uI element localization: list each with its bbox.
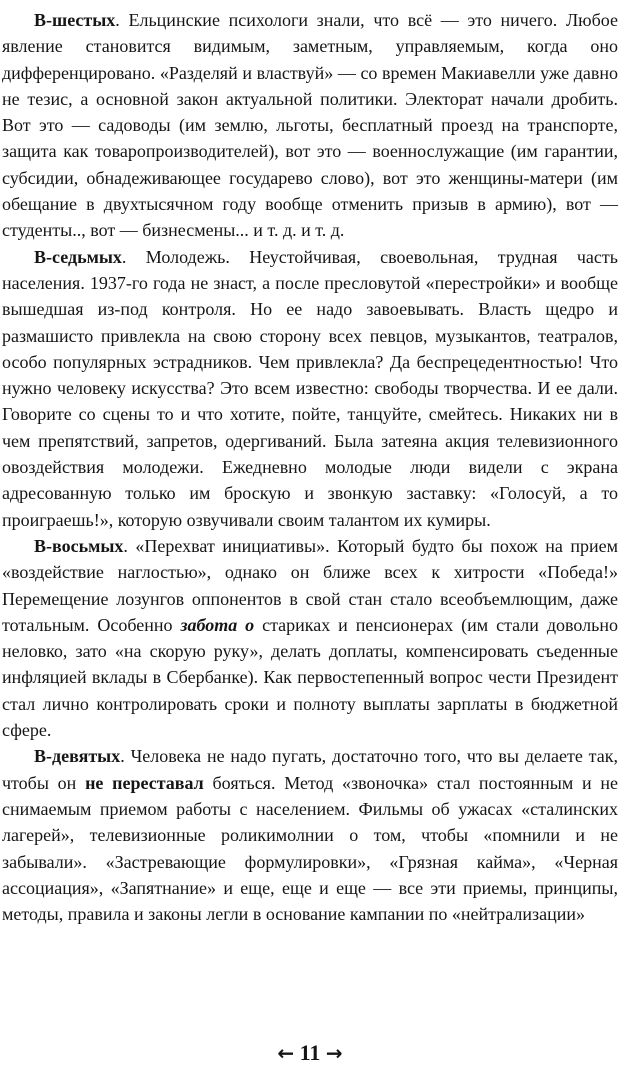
paragraph-lead: В-девятых: [34, 746, 121, 767]
paragraph-seventh: [2, 244, 618, 533]
paragraph-text: . Ельцинские психологи знали, что всё — это ничего. Любое явление становится видимым, заметным, управляемым, когда оно дифференцировано. «Разделяй и властвуй» — со времен Макиавелли уже давно не тезис, а основной закон актуальной политики. Электорат начали дробить. Вот это — садоводы (им землю, льготы, бесплатный проезд на транспорте, защита как товаропроизводителей), вот это — военнослужащие (им гарантии, субсидии, обнадеживающее государево слово), вот это женщины-матери (им обещание в двухтысячном году вообще отменить призыв в армию), вот — студенты.., вот — бизнесмены... и т. д. и т. д.: [2, 10, 618, 241]
arrow-left-icon: ←: [277, 1041, 295, 1065]
paragraph-emphasis: забота о: [180, 614, 255, 635]
paragraph-eighth: [2, 533, 618, 743]
paragraph-lead: В-шестых: [34, 10, 116, 30]
page-number: 11: [299, 1040, 321, 1065]
paragraph-text: . «Перехват инициативы». Который будто бы похож на прием «воздействие наглостью», однако он ближе всех к хитрости «Победа!» Перемещение лозунгов оппонентов в свой стан стало всеобъемлющим, даже тотальным. Особенно: [2, 535, 618, 635]
arrow-right-icon: →: [325, 1041, 343, 1065]
paragraph-sixth: [2, 7, 618, 244]
paragraph-ninth: [2, 743, 618, 927]
page-footer: [0, 1040, 620, 1066]
paragraph-lead: В-седьмых: [34, 246, 122, 267]
paragraph-text: стариках и пенсионерах (им стали довольно неловко, зато «на скорую руку», делать доплаты, компенсировать съеденные инфляцией вклады в Сбербанке). Как первостепенный вопрос чести Президент стал лично контролировать сроки и полноту выплаты зарплаты в бюджетной сфере.: [2, 614, 618, 741]
paragraph-text: . Молодежь. Неустойчивая, своевольная, трудная часть населения. 1937-го года не знаст, а после пресловутой «перестройки» и вообще вышедшая из-под контроля. Но ее надо завоевывать. Власть щедро и размашисто привлекла на свою сторону всех певцов, музыкантов, театралов, особо популярных эстрадников. Чем привлекла? Да беспрецедентностью! Что нужно человеку искусства? Это всем известно: свободы творчества. И ее дали. Говорите со сцены то и что хотите, пойте, танцуйте, смейтесь. Никаких ни в чем препятствий, запретов, одергиваний. Была затеяна акция телевизионного овоздействия молодежи. Ежедневно молодые люди видели с экрана адресованную только им броскую и звонкую заставку: «Голосуй, а то проиграешь!», которую озвучивали своим талантом их кумиры.: [2, 246, 618, 530]
paragraph-lead: В-восьмых: [34, 535, 124, 556]
paragraph-text: бояться. Метод «звоночка» стал постоянным и не снимаемым приемом работы с населением. Фильмы об ужасах «сталинских лагерей», телевизионные роликимолнии о том, чтобы «помнили и не забывали». «Застревающие формулировки», «Грязная кайма», «Черная ассоциация», «Запятнание» и еще, еще и еще — все эти приемы, принципы, методы, правила и законы легли в основание кампании по «нейтрализации»: [2, 772, 618, 925]
paragraph-text: . Человека не надо пугать, достаточно того, что вы делаете так, чтобы он: [2, 746, 618, 793]
paragraph-emphasis: не переставал: [85, 772, 204, 793]
